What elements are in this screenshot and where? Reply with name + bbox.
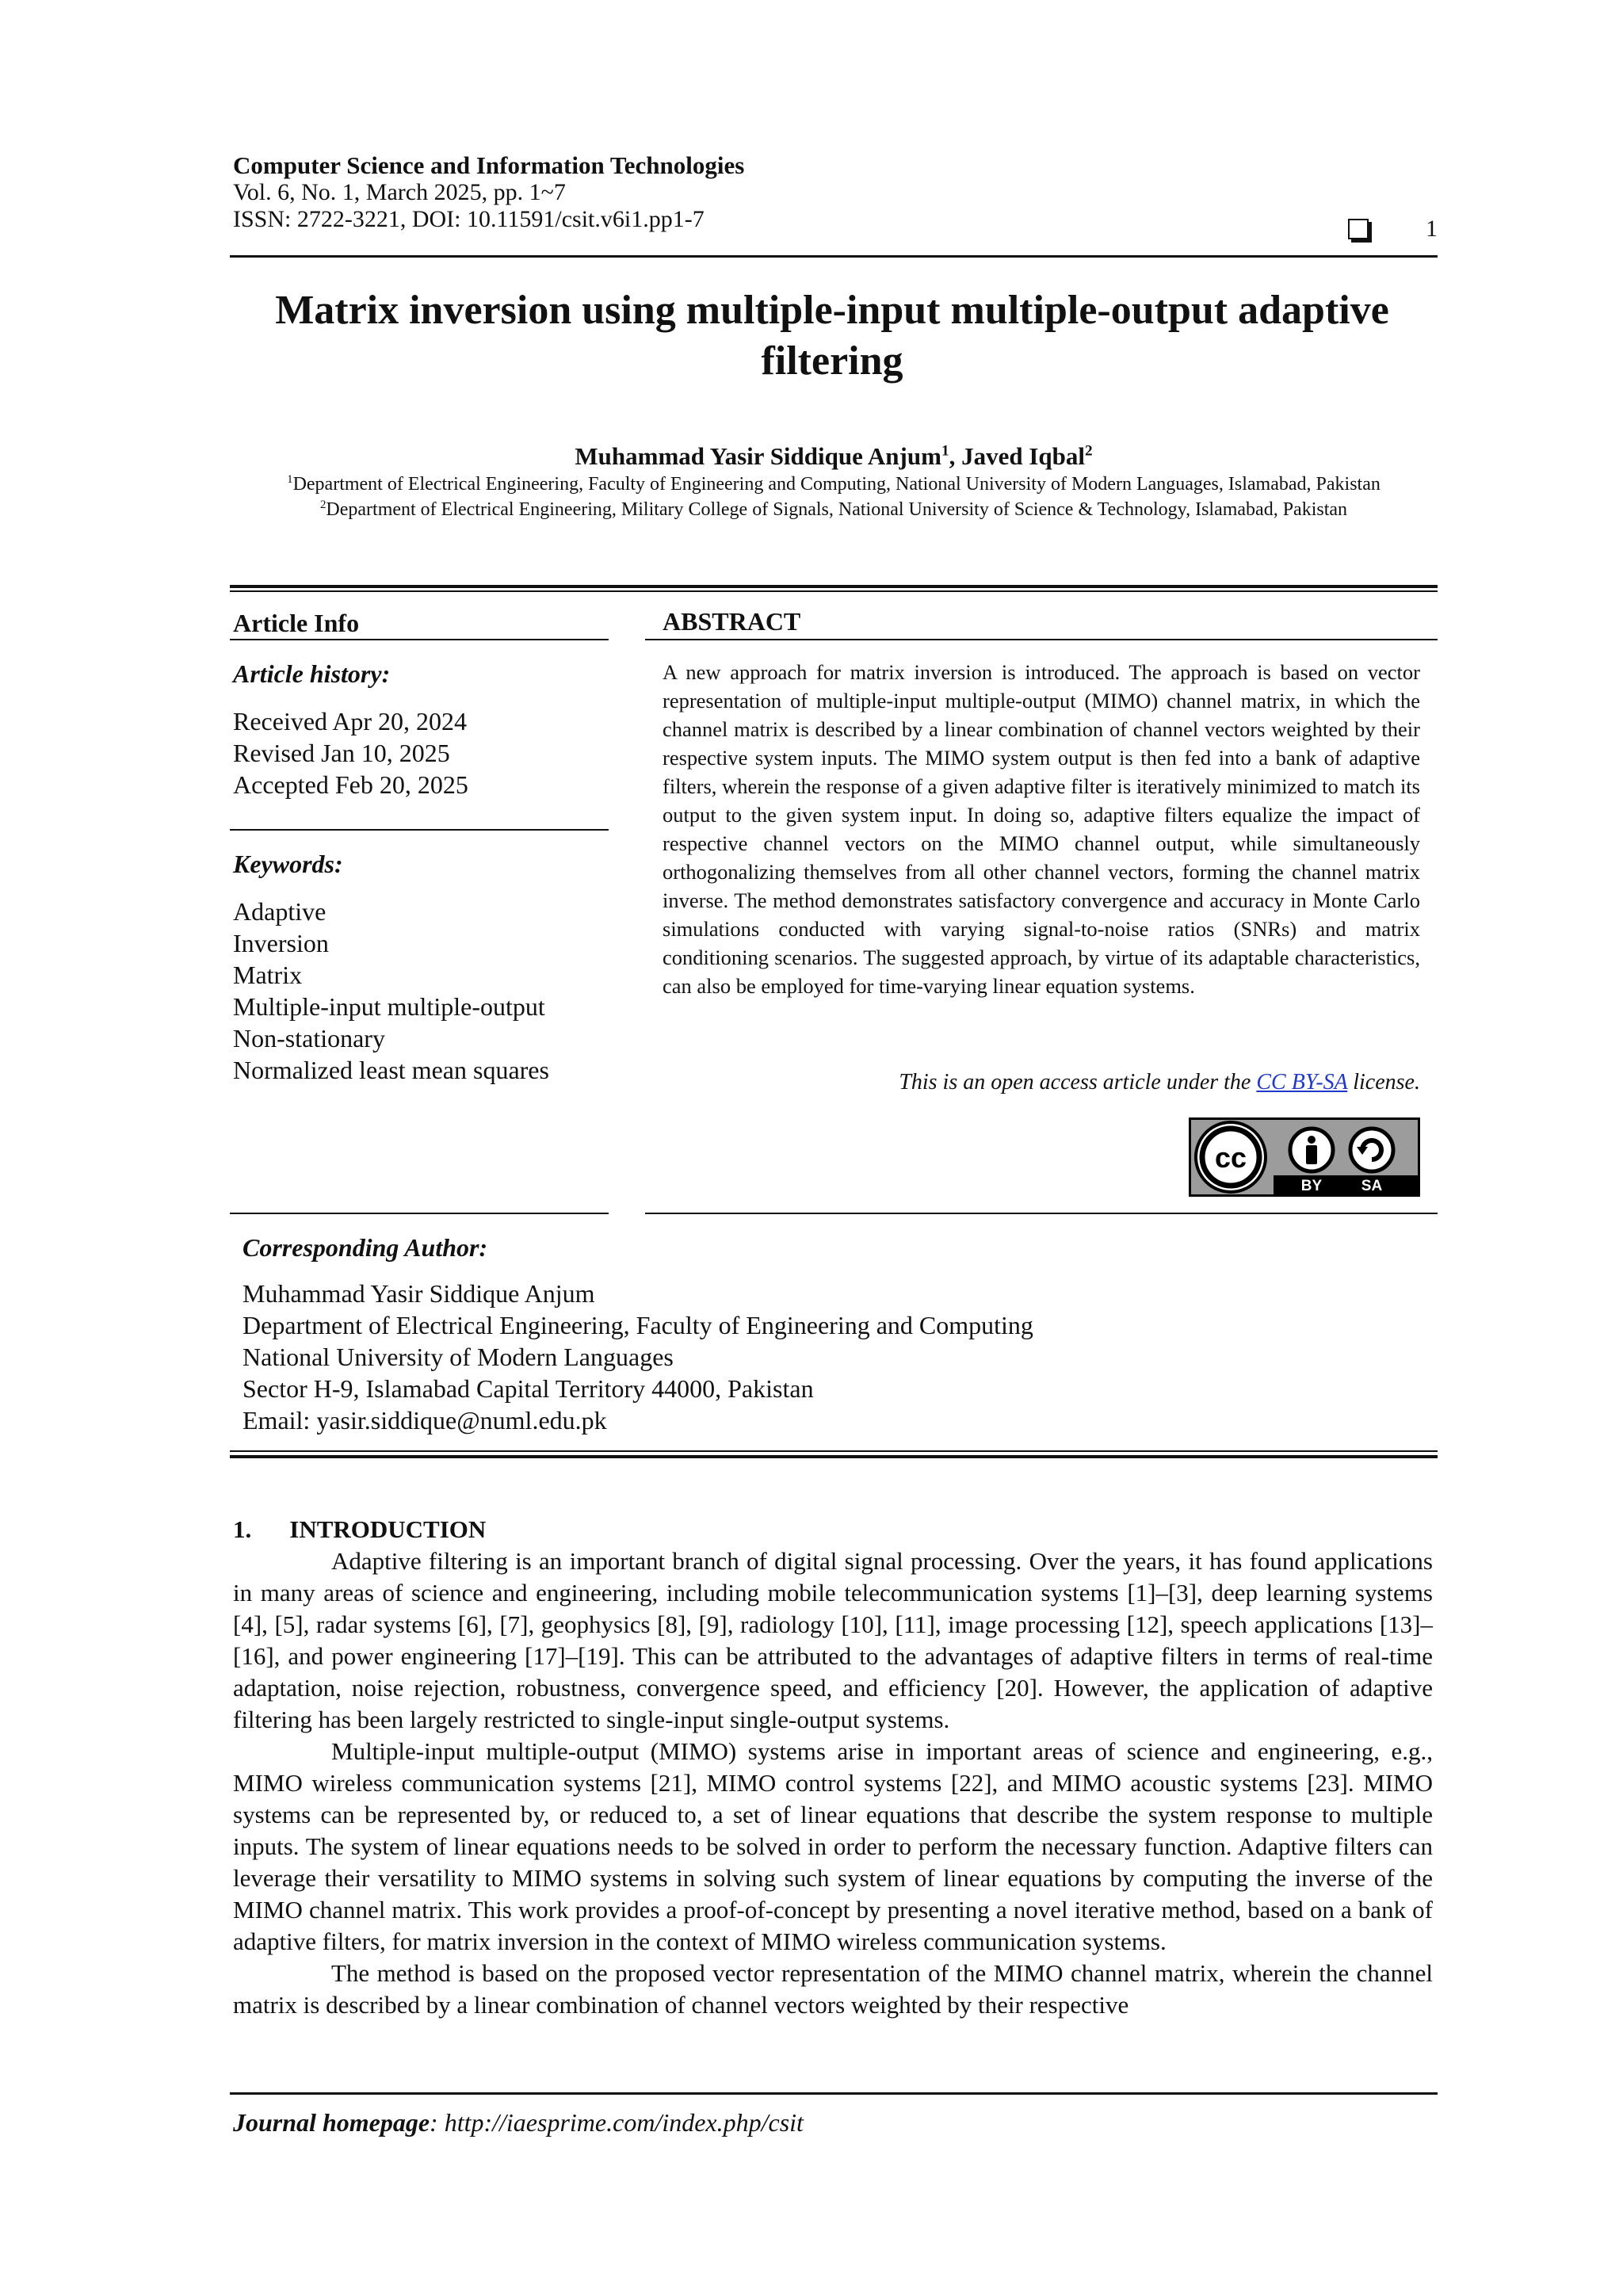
keyword: Matrix [233,961,303,989]
author-1-affil-mark: 1 [941,442,949,460]
author-1: Muhammad Yasir Siddique Anjum [575,442,941,470]
section-title: INTRODUCTION [289,1515,487,1543]
corresponding-name: Muhammad Yasir Siddique Anjum [242,1279,595,1308]
paragraph: Multiple-input multiple-output (MIMO) systems arise in important areas of science and engineering, e.g., MIMO wireless communication systems [21], MIMO control systems [22], and MIMO acoustic systems [23]. MIMO systems can be represented by, or reduced to, a set of linear equations that describe the system response to multiple inputs. The system of linear equations needs to be solved in order to perform the necessary function. Adaptive filters can leverage their versatility to MIMO systems in solving such system of linear equations by computing the inverse of the MIMO channel matrix. This work provides a proof-of-concept by presenting a novel iterative method, based on a bank of adaptive filters, for matrix inversion in the context of MIMO wireless communication systems. [233,1737,1433,1955]
keyword: Non-stationary [233,1024,385,1052]
keyword: Normalized least mean squares [233,1056,549,1084]
corresponding-author-block [242,1232,1033,1436]
paper-title [198,285,1466,387]
corresponding-address: Sector H-9, Islamabad Capital Territory 44000, Pakistan [242,1374,814,1403]
accepted-date: Accepted Feb 20, 2025 [233,770,468,799]
attribution-body [1306,1145,1317,1164]
history-divider [230,829,609,831]
license-suffix: license. [1347,1070,1420,1095]
article-info-heading [233,607,605,639]
author-2: Javed Iqbal [961,442,1085,470]
author-2-affil-mark: 2 [1084,442,1093,460]
section-heading [233,1514,1433,1545]
paragraph: The method is based on the proposed vector representation of the MIMO channel matrix, wherein the channel matrix is described by a linear combination of channel vectors weighted by their respective [233,1959,1433,2019]
affiliation-2-text: Department of Electrical Engineering, Military College of Signals, National University of Science & Technology, Islamabad, Pakistan [326,499,1348,520]
journal-homepage [233,2108,804,2137]
revised-date: Revised Jan 10, 2025 [233,739,450,767]
cc-badge-svg [1191,1120,1418,1194]
introduction-section [233,1514,1433,2021]
affiliation-1-text: Department of Electrical Engineering, Faculty of Engineering and Computing, National University of Modern Languages, Islamabad, Pakistan [292,474,1381,495]
title-line-1: Matrix inversion using multiple-input multiple-output adaptive [275,288,1389,333]
author-list [230,442,1438,471]
keyword: Multiple-input multiple-output [233,992,545,1021]
journal-header [233,151,1438,242]
license-prefix: This is an open access article under the [899,1070,1257,1095]
corresponding-label: Corresponding Author: [242,1233,488,1262]
page-number: 1 [1426,216,1438,242]
homepage-url[interactable]: : http://iaesprime.com/index.php/csit [430,2108,804,2137]
article-info-underline [230,639,609,640]
sa-label: SA [1361,1178,1383,1194]
volume-info: Vol. 6, No. 1, March 2025, pp. 1~7 [233,179,566,205]
abstract-heading: ABSTRACT [663,607,801,636]
cc-by-sa-badge[interactable] [1189,1117,1420,1197]
info-top-rule-2 [230,590,1438,592]
keywords-label: Keywords: [233,850,343,878]
page-number-area [1348,216,1438,243]
affiliation-1-mark: 1 [287,473,293,486]
cc-text: cc [1214,1141,1247,1174]
corr-bottom-rule [230,1450,1438,1452]
keyword: Inversion [233,929,329,957]
keyword: Adaptive [233,897,327,926]
keywords-block [233,848,605,1086]
info-top-rule [230,585,1438,588]
share-alike-icon [1350,1129,1393,1171]
corresponding-univ: National University of Modern Languages [242,1343,674,1371]
attribution-head [1308,1136,1316,1144]
badge-label-strip [1274,1175,1418,1194]
header-rule [230,255,1438,258]
footer-rule [230,2092,1438,2095]
title-line-2: filtering [761,338,903,384]
homepage-label: Journal homepage [233,2108,430,2137]
article-info-label: Article Info [233,609,360,637]
journal-name: Computer Science and Information Technologies [233,151,745,179]
abstract-underline [645,639,1438,640]
issn-doi: ISSN: 2722-3221, DOI: 10.11591/csit.v6i1.pp1-7 [233,206,705,232]
received-date: Received Apr 20, 2024 [233,707,468,735]
keywords-bottom-rule [230,1213,609,1214]
abstract-text: A new approach for matrix inversion is introduced. The approach is based on vector representation of multiple-input multiple-output (MIMO) channel matrix, in which the channel matrix is described by a linear combination of channel vectors weighted by their respective system inputs. The MIMO system output is then fed into a bank of adaptive filters, wherein the response of a given adaptive filter is iteratively minimized to match its output to the given system input. In doing so, adaptive filters equalize the impact of respective channel vectors on the MIMO channel output, while simultaneously orthogonalizing themselves from all other channel vectors, forming the channel matrix inverse. The method demonstrates satisfactory convergence and accuracy in Monte Carlo simulations conducted with varying signal-to-noise ratios (SNRs) and matrix conditioning scenarios. The suggested approach, by virtue of its adaptable characteristics, can also be employed for time-varying linear equation systems. [663,660,1420,998]
by-label: BY [1300,1178,1323,1194]
author-separator: , [949,442,962,470]
corresponding-email: Email: yasir.siddique@numl.edu.pk [242,1406,607,1435]
corr-bottom-rule-2 [230,1455,1438,1458]
affiliation-2 [198,498,1469,521]
corresponding-dept: Department of Electrical Engineering, Faculty of Engineering and Computing [242,1311,1033,1339]
license-statement [663,1070,1420,1095]
article-history [233,658,605,800]
cc-by-sa-link[interactable]: CC BY-SA [1256,1070,1348,1095]
abstract-bottom-rule [645,1213,1438,1214]
paragraph: Adaptive filtering is an important branch of digital signal processing. Over the years, it has found applications in many areas of science and engineering, including mobile telecommunication systems [1]–[3], deep learning systems [4], [5], radar systems [6], [7], geophysics [8], [9], radiology [10], [11], image processing [12], speech applications [13]–[16], and power engineering [17]–[19]. This can be attributed to the advantages of adaptive filters in terms of real-time adaptation, noise rejection, robustness, convergence speed, and efficiency [20]. However, the application of adaptive filtering has been largely restricted to single-input single-output systems. [233,1547,1433,1733]
section-number: 1. [233,1515,252,1543]
history-label: Article history: [233,659,391,688]
affiliation-2-mark: 2 [319,499,327,511]
affiliation-1 [198,472,1469,496]
square-bullet-icon [1348,219,1369,239]
